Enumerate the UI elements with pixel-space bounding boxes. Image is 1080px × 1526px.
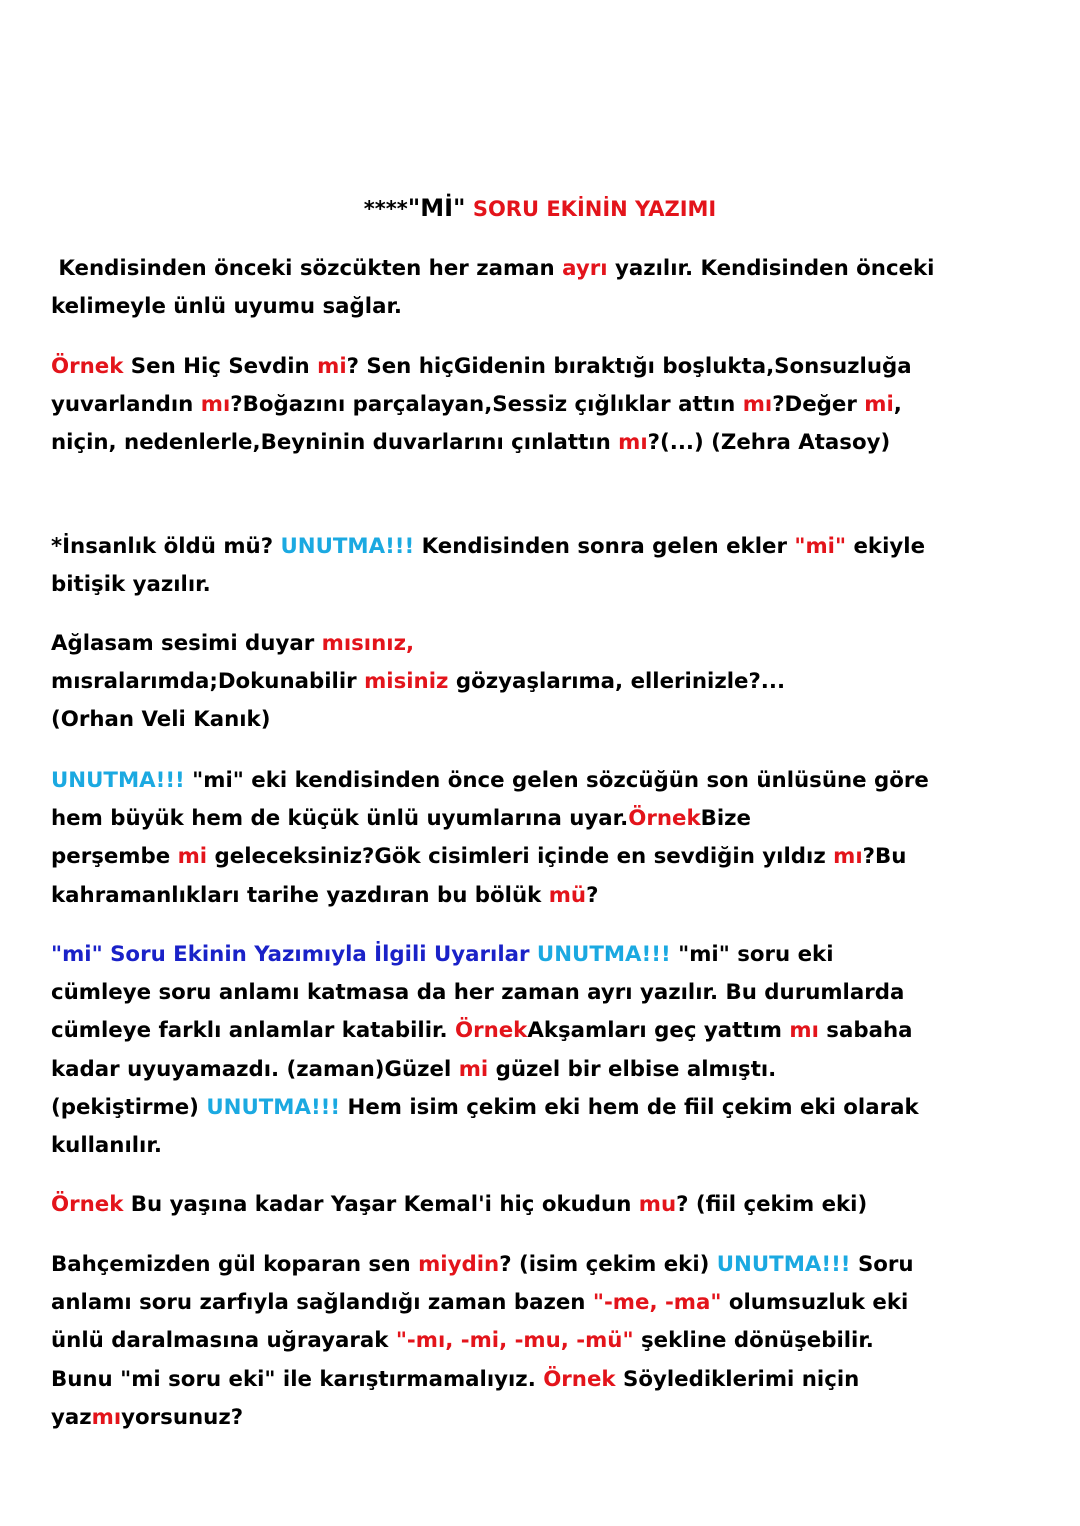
highlight-red: mı: [742, 392, 773, 418]
text-span: ?Boğazını parçalayan,Sessiz çığlıklar attın: [230, 392, 743, 418]
text-span: kadar uyuyamazdı. (zaman)Güzel: [51, 1056, 459, 1082]
text-span: yorsunuz?: [121, 1404, 244, 1430]
text-span: ekiyle: [846, 534, 926, 559]
text-span: Kendisinden önceki sözcükten her zaman: [51, 256, 563, 281]
highlight-red: misiniz: [364, 669, 449, 695]
text-span: bitişik yazılır.: [51, 572, 211, 598]
unutma-label: UNUTMA!!!: [536, 942, 671, 967]
example-label: Örnek: [51, 354, 124, 379]
text-line: [51, 288, 1036, 326]
text-span: gözyaşlarıma, ellerinizle?...: [448, 669, 786, 695]
text-line: [51, 838, 1036, 876]
paragraph-example-zehra-atasoy: [51, 348, 1036, 463]
text-span: ? (isim çekim eki): [499, 1252, 717, 1277]
text-span: sabaha: [818, 1018, 913, 1044]
text-span: ?Bu: [862, 844, 907, 870]
text-span: *İnsanlık öldü mü?: [51, 534, 281, 559]
text-span: niçin, nedenlerle,Beyninin duvarlarını çınlattın: [51, 430, 619, 456]
text-line: [51, 250, 1036, 288]
title-mi: "Mİ": [407, 194, 466, 222]
highlight-red: mu: [638, 1192, 677, 1217]
text-line: [51, 800, 1036, 838]
unutma-label: UNUTMA!!!: [51, 768, 185, 793]
highlight-red: ayrı: [562, 256, 608, 281]
text-span: cümleye soru anlamı katmasa da her zaman ayrı yazılır. Bu durumlarda: [51, 980, 905, 1006]
text-line: [51, 386, 1036, 424]
unutma-label: UNUTMA!!!: [280, 534, 415, 559]
highlight-red: mı: [833, 844, 863, 870]
text-span: Bunu "mi soru eki" ile karıştırmamalıyız.: [51, 1366, 544, 1392]
paragraph-unlu-uyumu: [51, 762, 1036, 915]
text-span: olumsuzluk eki: [721, 1290, 909, 1316]
title-stars: ****: [363, 197, 408, 221]
text-line: [51, 1186, 1036, 1224]
text-span: ?(...) (Zehra Atasoy): [647, 430, 891, 456]
highlight-red: miydin: [418, 1252, 500, 1277]
text-line: [51, 936, 1036, 974]
highlight-red: mısınız,: [321, 631, 415, 656]
text-line: [51, 1361, 1036, 1399]
text-span: "mi" eki kendisinden önce gelen sözcüğün son ünlüsüne göre: [184, 768, 929, 793]
page-title: [0, 192, 1080, 225]
text-line: [51, 625, 1036, 663]
highlight-red: mi: [458, 1056, 489, 1082]
text-span: Kendisinden sonra gelen ekler: [414, 534, 795, 559]
highlight-red: mı: [200, 392, 231, 418]
text-span: Ağlasam sesimi duyar: [51, 631, 322, 656]
text-span: ?: [586, 882, 599, 908]
text-span: Soru: [850, 1252, 914, 1277]
text-span: yuvarlandın: [51, 392, 201, 418]
text-span: Akşamları geç yattım: [527, 1018, 790, 1044]
example-label: Örnek: [628, 806, 701, 832]
text-line: [51, 424, 1036, 462]
text-span: cümleye farklı anlamlar katabilir.: [51, 1018, 455, 1044]
text-span: geleceksiniz?Gök cisimleri içinde en sevdiğin yıldız: [207, 844, 834, 870]
text-line: [51, 1089, 1036, 1127]
text-line: [51, 974, 1036, 1012]
highlight-red: mı: [618, 430, 648, 456]
text-span: ?Değer: [772, 392, 865, 418]
text-span: ,: [893, 392, 902, 418]
example-label: Örnek: [543, 1366, 616, 1392]
section-heading: "mi" Soru Ekinin Yazımıyla İlgili Uyarılar: [51, 942, 530, 967]
text-line: [51, 1284, 1036, 1322]
text-span: Bahçemizden gül koparan sen: [51, 1252, 419, 1277]
text-line: [51, 1127, 1036, 1165]
text-span: mısralarımda;Dokunabilir: [51, 669, 365, 695]
highlight-red: mı: [91, 1404, 122, 1430]
example-label: Örnek: [51, 1192, 124, 1217]
highlight-red: mi: [864, 392, 894, 418]
text-line: [51, 701, 1036, 739]
unutma-label: UNUTMA!!!: [206, 1094, 341, 1120]
highlight-red: mi: [177, 844, 208, 870]
text-span: şekline dönüşebilir.: [633, 1328, 874, 1354]
text-line: [51, 663, 1036, 701]
text-line: [51, 877, 1036, 915]
text-span: ünlü daralmasına uğrayarak: [51, 1328, 396, 1354]
text-line: [51, 1399, 1036, 1437]
paragraph-intro: [51, 250, 1036, 326]
text-span: (Orhan Veli Kanık): [51, 707, 271, 733]
text-span: Bize: [700, 806, 751, 832]
text-span: perşembe: [51, 844, 178, 870]
paragraph-bahcemizden: [51, 1246, 1036, 1437]
text-span: Bu yaşına kadar Yaşar Kemal'i hiç okudun: [123, 1192, 639, 1217]
text-span: ? Sen hiçGidenin bıraktığı boşlukta,Sonsuzluğa: [346, 354, 912, 379]
unutma-label: UNUTMA!!!: [716, 1252, 851, 1277]
highlight-red: mı: [789, 1018, 819, 1044]
text-line: [51, 1246, 1036, 1284]
text-line: [51, 566, 1036, 604]
text-span: kahramanlıkları tarihe yazdıran bu bölük: [51, 882, 549, 908]
highlight-red: mü: [548, 882, 587, 908]
paragraph-orhan-veli: [51, 625, 1036, 740]
text-span: [530, 942, 537, 967]
paragraph-insanlik: [51, 528, 1036, 604]
text-span: Hem isim çekim eki hem de fiil çekim eki olarak: [340, 1094, 919, 1120]
text-span: yaz: [51, 1404, 92, 1430]
text-span: ? (fiil çekim eki): [676, 1192, 868, 1217]
text-span: kelimeyle ünlü uyumu sağlar.: [51, 294, 403, 320]
text-span: "mi" soru eki: [670, 942, 834, 967]
text-span: anlamı soru zarfıyla sağlandığı zaman bazen: [51, 1290, 593, 1316]
text-line: [51, 348, 1036, 386]
text-span: Sen Hiç Sevdin: [123, 354, 318, 379]
text-line: [51, 762, 1036, 800]
text-span: kullanılır.: [51, 1133, 162, 1159]
text-span: yazılır. Kendisinden önceki: [607, 256, 935, 281]
highlight-red: "-mı, -mi, -mu, -mü": [395, 1328, 634, 1354]
title-highlight: SORU EKİNİN YAZIMI: [472, 197, 717, 221]
highlight-red: mi: [317, 354, 347, 379]
highlight-red: "-me, -ma": [592, 1290, 722, 1316]
paragraph-example-yasar-kemal: [51, 1186, 1036, 1224]
text-line: [51, 1012, 1036, 1050]
text-span: (pekiştirme): [51, 1094, 207, 1120]
text-span: hem büyük hem de küçük ünlü uyumlarına uyar.: [51, 806, 629, 832]
example-label: Örnek: [454, 1018, 528, 1044]
paragraph-uyarilar: [51, 936, 1036, 1165]
text-line: [51, 1322, 1036, 1360]
text-line: [51, 1051, 1036, 1089]
highlight-red: "mi": [794, 534, 847, 559]
text-line: [51, 528, 1036, 566]
text-span: güzel bir elbise almıştı.: [488, 1056, 777, 1082]
text-span: Söylediklerimi niçin: [615, 1366, 860, 1392]
